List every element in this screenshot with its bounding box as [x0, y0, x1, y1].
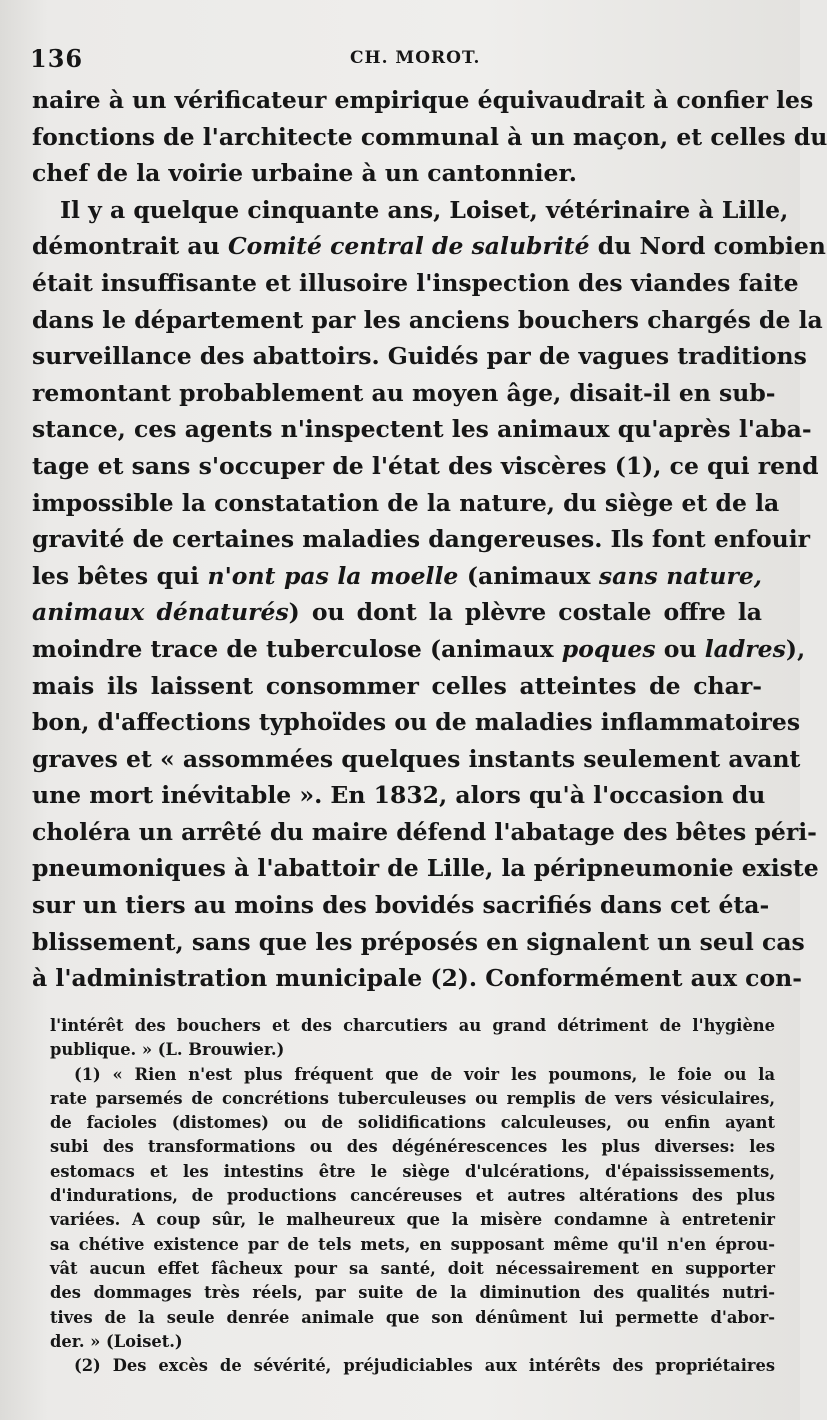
body-line: bon, d'affections typhoïdes ou de maladies inflammatoires [32, 708, 801, 737]
footnote-line: sa chétive existence par de tels mets, en supposant même qu'il n'en éprou- [50, 1234, 775, 1254]
body-line: naire à un vérificateur empirique équivaudrait à confier les [32, 86, 814, 114]
body-text [32, 82, 827, 997]
footnote-line: publique. » (L. Brouwier.) [50, 1040, 285, 1060]
body-line: stance, ces agents n'inspectent les animaux qu'après l'aba- [32, 415, 812, 444]
footnote-line: vât aucun effet fâcheux pour sa santé, doit nécessairement en supporter [50, 1258, 775, 1278]
footnote-line: tives de la seule denrée animale que son dénûment lui permette d'abor- [50, 1307, 775, 1327]
body-line: choléra un arrêté du maire défend l'abatage des bêtes péri- [32, 817, 817, 846]
body-line: fonctions de l'architecte communal à un maçon, et celles du [32, 122, 827, 151]
body-line: impossible la constatation de la nature, du siège et de la [32, 488, 780, 517]
body-line: remontant probablement au moyen âge, disait-il en sub- [32, 378, 776, 407]
body-line: gravité de certaines maladies dangereuses. Ils font enfouir [32, 525, 811, 554]
body-line: chef de la voirie urbaine à un cantonnier. [32, 159, 577, 188]
footnote-line: d'indurations, de productions cancéreuses et autres altérations des plus [50, 1186, 775, 1206]
body-line: surveillance des abattoirs. Guidés par de vagues traditions [32, 342, 807, 371]
body-line: était insuffisante et illusoire l'inspection des viandes faite [32, 268, 799, 297]
footnote-line: (2) Des excès de sévérité, préjudiciables aux intérêts des propriétaires [74, 1356, 775, 1376]
footnote-line: de facioles (distomes) ou de solidifications calculeuses, ou enfin ayant [50, 1113, 775, 1133]
footnote-line: (1) « Rien n'est plus fréquent que de voir les poumons, le foie ou la [74, 1064, 775, 1084]
body-line: démontrait au Comité central de salubrité du Nord combien [32, 232, 826, 261]
page-number: 136 [30, 44, 84, 73]
footnote-line: des dommages très réels, par suite de la diminution des qualités nutri- [50, 1283, 775, 1303]
body-line: moindre trace de tuberculose (animaux poques ou ladres), [32, 634, 806, 663]
body-line: sur un tiers au moins des bovidés sacrifiés dans cet éta- [32, 891, 770, 920]
footnote-line: variées. A coup sûr, le malheureux que la misère condamne à entretenir [50, 1210, 775, 1230]
body-line: pneumoniques à l'abattoir de Lille, la péripneumonie existe [32, 854, 819, 883]
body-line: tage et sans s'occuper de l'état des viscères (1), ce qui rend [32, 451, 819, 480]
body-line: graves et « assommées quelques instants seulement avant [32, 744, 801, 773]
footnote-line: estomacs et les intestins être le siège d'ulcérations, d'épaississements, [50, 1161, 775, 1181]
body-line: animaux dénaturés) ou dont la plèvre costale offre la [32, 598, 762, 627]
body-line: dans le département par les anciens bouchers chargés de la [32, 305, 823, 334]
body-line: Il y a quelque cinquante ans, Loiset, vétérinaire à Lille, [60, 195, 789, 224]
body-line: une mort inévitable ». En 1832, alors qu'à l'occasion du [32, 781, 766, 810]
body-line: blissement, sans que les préposés en signalent un seul cas [32, 927, 805, 956]
footnote-line: l'intérêt des bouchers et des charcutiers au grand détriment de l'hygiène [50, 1016, 775, 1035]
body-line: mais ils laissent consommer celles atteintes de char- [32, 671, 762, 700]
body-line: à l'administration municipale (2). Conformément aux con- [32, 964, 802, 993]
body-line: les bêtes qui n'ont pas la moelle (animaux sans nature, [32, 561, 762, 590]
footnote-line: der. » (Loiset.) [50, 1331, 183, 1351]
footnote-line: rate parsemés de concrétions tuberculeuses ou remplis de vers vésiculaires, [50, 1088, 775, 1108]
footnote-line: subi des transformations ou des dégénérescences les plus diverses: les [50, 1137, 775, 1157]
running-head: CH. MOROT. [350, 48, 481, 68]
footnotes [50, 1014, 775, 1378]
page-header [30, 44, 775, 78]
